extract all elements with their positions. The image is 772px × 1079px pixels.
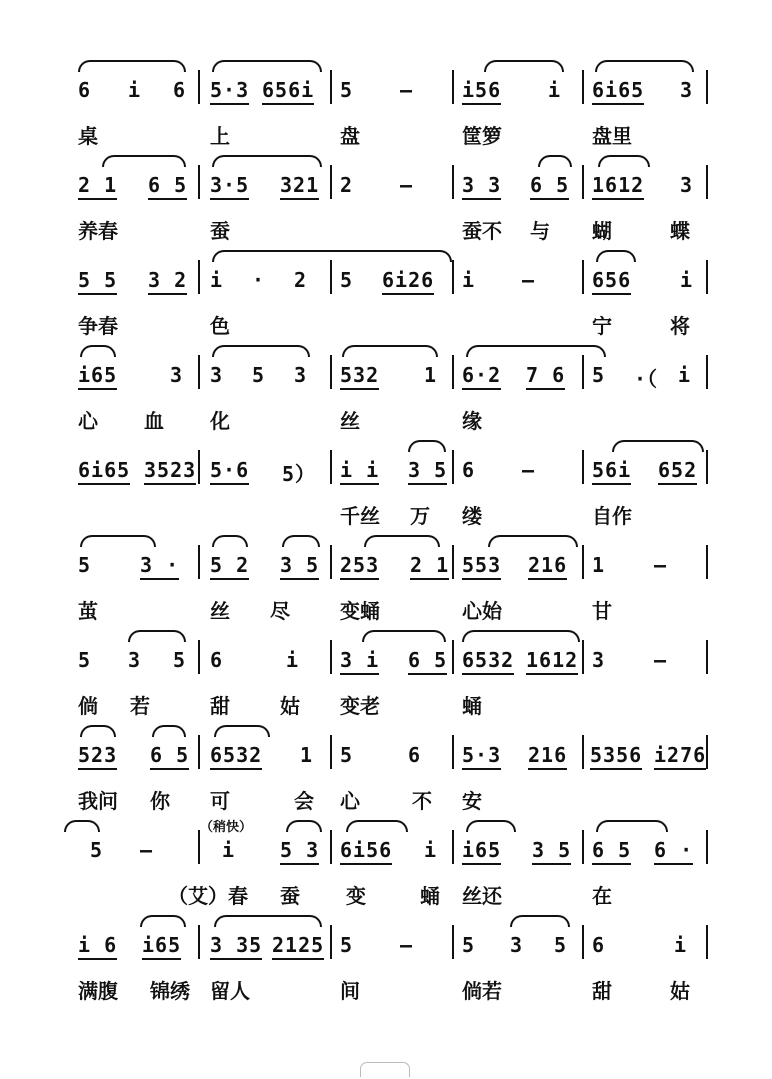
note-group: 2 1 — [410, 553, 449, 580]
note-group: 5 — [462, 933, 476, 957]
slur — [140, 915, 186, 927]
note-group: 216 — [528, 553, 567, 580]
barline — [198, 830, 200, 864]
notation-line — [0, 533, 772, 593]
barline — [198, 925, 200, 959]
slur — [408, 440, 446, 452]
lyric-syllable: 蛹 — [462, 694, 482, 718]
lyric-syllable: 若 — [130, 694, 150, 718]
slur — [80, 535, 156, 547]
barline — [706, 830, 708, 864]
note-group: i — [674, 933, 688, 957]
slur — [80, 725, 116, 737]
note-group: i65 — [78, 363, 117, 390]
note-group: 5·3 — [210, 78, 249, 105]
note-group: i276 — [654, 743, 706, 770]
note-group: 656i — [262, 78, 314, 105]
slur — [598, 155, 650, 167]
barline — [452, 260, 454, 294]
note-group: 2 1 — [78, 173, 117, 200]
lyrics-line — [0, 975, 772, 1005]
note-group: 5 2 — [210, 553, 249, 580]
lyric-syllable: 化 — [210, 409, 230, 433]
barline — [330, 640, 332, 674]
lyric-syllable: 尽 — [270, 599, 290, 623]
barline — [706, 165, 708, 199]
note-group: 3 — [128, 648, 142, 672]
note-group: — — [140, 838, 154, 862]
note-group: 6 — [592, 933, 606, 957]
note-group: i — [128, 78, 142, 102]
note-group: — — [400, 78, 414, 102]
note-group: — — [400, 173, 414, 197]
note-group: 5 — [90, 838, 104, 862]
note-group: 5 — [252, 363, 266, 387]
note-group: 3 · — [140, 553, 179, 580]
barline — [330, 545, 332, 579]
note-group: 5） — [282, 462, 317, 486]
lyric-syllable: 盘 — [340, 124, 360, 148]
note-group: i — [680, 268, 694, 292]
lyric-syllable: 会 — [294, 789, 314, 813]
barline — [198, 735, 200, 769]
note-group: 3 i — [340, 648, 379, 675]
note-group: 2125 — [272, 933, 324, 960]
lyric-syllable: 满腹 — [78, 979, 118, 1003]
barline — [452, 640, 454, 674]
note-group: 6 — [462, 458, 476, 482]
note-group: 2 — [340, 173, 354, 197]
note-group: i65 — [462, 838, 501, 865]
tempo-marking: （稍快） — [200, 819, 253, 834]
lyric-syllable: 间 — [340, 979, 360, 1003]
lyric-syllable: 丝 — [210, 599, 230, 623]
lyric-syllable: 蝴 — [592, 219, 612, 243]
note-group: 6 5 — [148, 173, 187, 200]
lyric-syllable: 我问 — [78, 789, 118, 813]
slur — [282, 535, 320, 547]
barline — [582, 735, 584, 769]
lyric-syllable: 变蛹 — [340, 599, 380, 623]
note-group: 5 5 — [78, 268, 117, 295]
note-group: 3 2 — [148, 268, 187, 295]
note-group: i — [222, 838, 236, 862]
barline — [706, 545, 708, 579]
slur — [488, 535, 578, 547]
barline — [330, 450, 332, 484]
note-group: 5 — [340, 933, 354, 957]
barline — [452, 925, 454, 959]
note-group: i65 — [142, 933, 181, 960]
barline — [582, 165, 584, 199]
slur — [64, 820, 100, 832]
slur — [286, 820, 322, 832]
barline — [706, 260, 708, 294]
barline — [706, 925, 708, 959]
slur — [102, 155, 186, 167]
score-system — [0, 58, 772, 154]
note-group: 6 — [173, 78, 187, 102]
slur — [212, 535, 248, 547]
lyric-syllable: 丝还 — [462, 884, 502, 908]
note-group: 6 5 — [408, 648, 447, 675]
note-group: i — [678, 363, 692, 387]
note-group: — — [400, 933, 414, 957]
lyric-syllable: 筐箩 — [462, 124, 502, 148]
note-group: 3 — [680, 78, 694, 102]
barline — [330, 70, 332, 104]
note-group: 523 — [78, 743, 117, 770]
lyric-syllable: 不 — [412, 789, 432, 813]
note-group: i — [462, 268, 476, 292]
barline — [706, 735, 708, 769]
note-group: 6i26 — [382, 268, 434, 295]
barline — [706, 450, 708, 484]
barline — [198, 640, 200, 674]
note-group: 2 — [294, 268, 308, 292]
lyric-syllable: 你 — [150, 789, 170, 813]
slur — [346, 820, 408, 832]
note-group: 656 — [592, 268, 631, 295]
note-group: 5 — [173, 648, 187, 672]
lyrics-line — [0, 120, 772, 150]
lyrics-line — [0, 785, 772, 815]
barline — [452, 735, 454, 769]
lyric-syllable: 将 — [670, 314, 690, 338]
note-group: 553 — [462, 553, 501, 580]
lyric-syllable: 自作 — [592, 504, 632, 528]
slur — [212, 155, 322, 167]
barline — [706, 640, 708, 674]
notation-line — [0, 438, 772, 498]
note-group: 6i65 — [592, 78, 644, 105]
note-group: 6i56 — [340, 838, 392, 865]
slur — [214, 725, 270, 737]
note-group: 5 — [340, 78, 354, 102]
barline — [582, 355, 584, 389]
note-group: 3 3 — [462, 173, 501, 200]
slur — [78, 60, 186, 72]
barline — [582, 70, 584, 104]
barline — [452, 355, 454, 389]
lyric-syllable: 变老 — [340, 694, 380, 718]
barline — [330, 260, 332, 294]
note-group: 3 — [294, 363, 308, 387]
lyric-syllable: 争春 — [78, 314, 118, 338]
note-group: — — [522, 268, 536, 292]
note-group: 652 — [658, 458, 697, 485]
score-system — [0, 153, 772, 249]
note-group: 5 — [340, 743, 354, 767]
note-group: 6 · — [654, 838, 693, 865]
slur — [214, 915, 322, 927]
slur — [212, 60, 322, 72]
barline — [198, 450, 200, 484]
note-group: 5 — [554, 933, 568, 957]
barline — [582, 830, 584, 864]
lyric-syllable: （艾）春 — [168, 884, 248, 908]
lyric-syllable: 缕 — [462, 504, 482, 528]
note-group: 6 5 — [592, 838, 631, 865]
lyric-syllable: 桌 — [78, 124, 98, 148]
note-group: 5·3 — [462, 743, 501, 770]
score-system — [0, 533, 772, 629]
notation-line — [0, 628, 772, 688]
note-group: i — [210, 268, 224, 292]
note-group: i 6 — [78, 933, 117, 960]
slur — [212, 250, 452, 262]
score-system — [0, 343, 772, 439]
note-group: 3 — [592, 648, 606, 672]
note-group: 6·2 — [462, 363, 501, 390]
lyric-syllable: 万 — [410, 504, 430, 528]
note-group: i — [286, 648, 300, 672]
notation-line — [0, 343, 772, 403]
note-group: 6 — [408, 743, 422, 767]
note-group: 6 5 — [150, 743, 189, 770]
lyric-syllable: 缘 — [462, 409, 482, 433]
barline — [582, 545, 584, 579]
lyric-syllable: 丝 — [340, 409, 360, 433]
barline — [452, 70, 454, 104]
lyric-syllable: 千丝 — [340, 504, 380, 528]
slur — [362, 630, 446, 642]
note-group: 3 5 — [408, 458, 447, 485]
note-group: 6 5 — [530, 173, 569, 200]
notation-line — [0, 913, 772, 973]
lyric-syllable: 姑 — [670, 979, 690, 1003]
lyric-syllable: 倘 — [78, 694, 98, 718]
notation-line — [0, 723, 772, 783]
lyric-syllable: 可 — [210, 789, 230, 813]
barline — [198, 70, 200, 104]
notation-line — [0, 248, 772, 308]
slur — [128, 630, 186, 642]
note-group: 5 — [78, 553, 92, 577]
lyrics-line — [0, 500, 772, 530]
lyric-syllable: 变 — [346, 884, 366, 908]
barline — [706, 70, 708, 104]
note-group: 216 — [528, 743, 567, 770]
score-system — [0, 248, 772, 344]
note-group: 3 5 — [280, 553, 319, 580]
barline — [706, 355, 708, 389]
lyrics-line — [0, 405, 772, 435]
lyrics-line — [0, 880, 772, 910]
slur — [466, 820, 516, 832]
barline — [452, 830, 454, 864]
lyric-syllable: 甜 — [592, 979, 612, 1003]
score-system — [0, 723, 772, 819]
barline — [330, 355, 332, 389]
lyric-syllable: 心 — [78, 409, 98, 433]
barline — [330, 925, 332, 959]
barline — [330, 830, 332, 864]
lyric-syllable: 甘 — [592, 599, 612, 623]
note-group: 5 — [592, 363, 606, 387]
note-group: i i — [340, 458, 379, 485]
lyric-syllable: 在 — [592, 884, 612, 908]
barline — [452, 545, 454, 579]
page-ornament — [360, 1062, 410, 1077]
barline — [198, 545, 200, 579]
lyric-syllable: 蝶 — [670, 219, 690, 243]
slur — [342, 345, 438, 357]
note-group: 5 — [340, 268, 354, 292]
barline — [198, 165, 200, 199]
note-group: 321 — [280, 173, 319, 200]
lyric-syllable: 锦绣 — [150, 979, 190, 1003]
barline — [330, 735, 332, 769]
lyric-syllable: 姑 — [280, 694, 300, 718]
note-group: 3 — [170, 363, 184, 387]
note-group: 1612 — [526, 648, 578, 675]
note-group: 6i65 — [78, 458, 130, 485]
note-group: 6 — [78, 78, 92, 102]
barline — [452, 450, 454, 484]
lyric-syllable: 上 — [210, 124, 230, 148]
score-system — [0, 818, 772, 914]
note-group: 5 3 — [280, 838, 319, 865]
score-system — [0, 438, 772, 534]
lyric-syllable: 心 — [340, 789, 360, 813]
slur — [612, 440, 704, 452]
note-group: 3·5 — [210, 173, 249, 200]
note-group: 1 — [300, 743, 314, 767]
lyrics-line — [0, 595, 772, 625]
lyric-syllable: 茧 — [78, 599, 98, 623]
slur — [80, 345, 116, 357]
note-group: — — [522, 458, 536, 482]
barline — [582, 925, 584, 959]
lyric-syllable: 与 — [530, 219, 550, 243]
lyric-syllable: 安 — [462, 789, 482, 813]
note-group: 3 — [210, 363, 224, 387]
barline — [198, 355, 200, 389]
notation-line — [0, 58, 772, 118]
note-group: 532 — [340, 363, 379, 390]
slur — [596, 820, 668, 832]
slur — [510, 915, 570, 927]
slur — [596, 250, 636, 262]
notation-line — [0, 153, 772, 213]
note-group: 1 — [592, 553, 606, 577]
slur — [212, 345, 310, 357]
note-group: 1612 — [592, 173, 644, 200]
lyric-syllable: 盘里 — [592, 124, 632, 148]
slur — [152, 725, 186, 737]
lyric-syllable: 留人 — [210, 979, 250, 1003]
note-group: i — [424, 838, 438, 862]
lyric-syllable: 蚕不 — [462, 219, 502, 243]
barline — [582, 260, 584, 294]
note-group: — — [654, 648, 668, 672]
slur — [595, 60, 694, 72]
note-group: 5 — [78, 648, 92, 672]
note-group: 3 — [680, 173, 694, 197]
note-group: i56 — [462, 78, 501, 105]
lyric-syllable: 养春 — [78, 219, 118, 243]
lyric-syllable: 宁 — [592, 314, 612, 338]
lyrics-line — [0, 215, 772, 245]
slur — [462, 630, 580, 642]
lyric-syllable: 甜 — [210, 694, 230, 718]
note-group: 7 6 — [526, 363, 565, 390]
lyric-syllable: 蚕 — [280, 884, 300, 908]
note-group: 3 5 — [532, 838, 571, 865]
note-group: 1 — [424, 363, 438, 387]
lyrics-line — [0, 690, 772, 720]
note-group: 5·6 — [210, 458, 249, 485]
score-system — [0, 628, 772, 724]
note-group: i — [548, 78, 562, 102]
lyric-syllable: 倘若 — [462, 979, 502, 1003]
slur — [364, 535, 440, 547]
score-system — [0, 913, 772, 1009]
barline — [582, 450, 584, 484]
note-group: 3523 — [144, 458, 196, 485]
note-group: — — [654, 553, 668, 577]
note-group: 3 35 — [210, 933, 262, 960]
slur — [466, 345, 606, 357]
note-group: 6 — [210, 648, 224, 672]
note-group: 6532 — [462, 648, 514, 675]
notation-line — [0, 818, 772, 878]
note-group: 5356 — [590, 743, 642, 770]
note-group: 253 — [340, 553, 379, 580]
slur — [538, 155, 572, 167]
note-group: 3 — [510, 933, 524, 957]
barline — [330, 165, 332, 199]
lyric-syllable: 心始 — [462, 599, 502, 623]
note-group: 56i — [592, 458, 631, 485]
lyric-syllable: 蚕 — [210, 219, 230, 243]
note-group: 6532 — [210, 743, 262, 770]
note-group: · — [252, 268, 266, 292]
barline — [452, 165, 454, 199]
lyric-syllable: 血 — [144, 409, 164, 433]
barline — [198, 260, 200, 294]
note-group: ·（ — [634, 367, 659, 391]
lyric-syllable: 色 — [210, 314, 230, 338]
slur — [484, 60, 564, 72]
barline — [582, 640, 584, 674]
lyric-syllable: 蛹 — [420, 884, 440, 908]
lyrics-line — [0, 310, 772, 340]
